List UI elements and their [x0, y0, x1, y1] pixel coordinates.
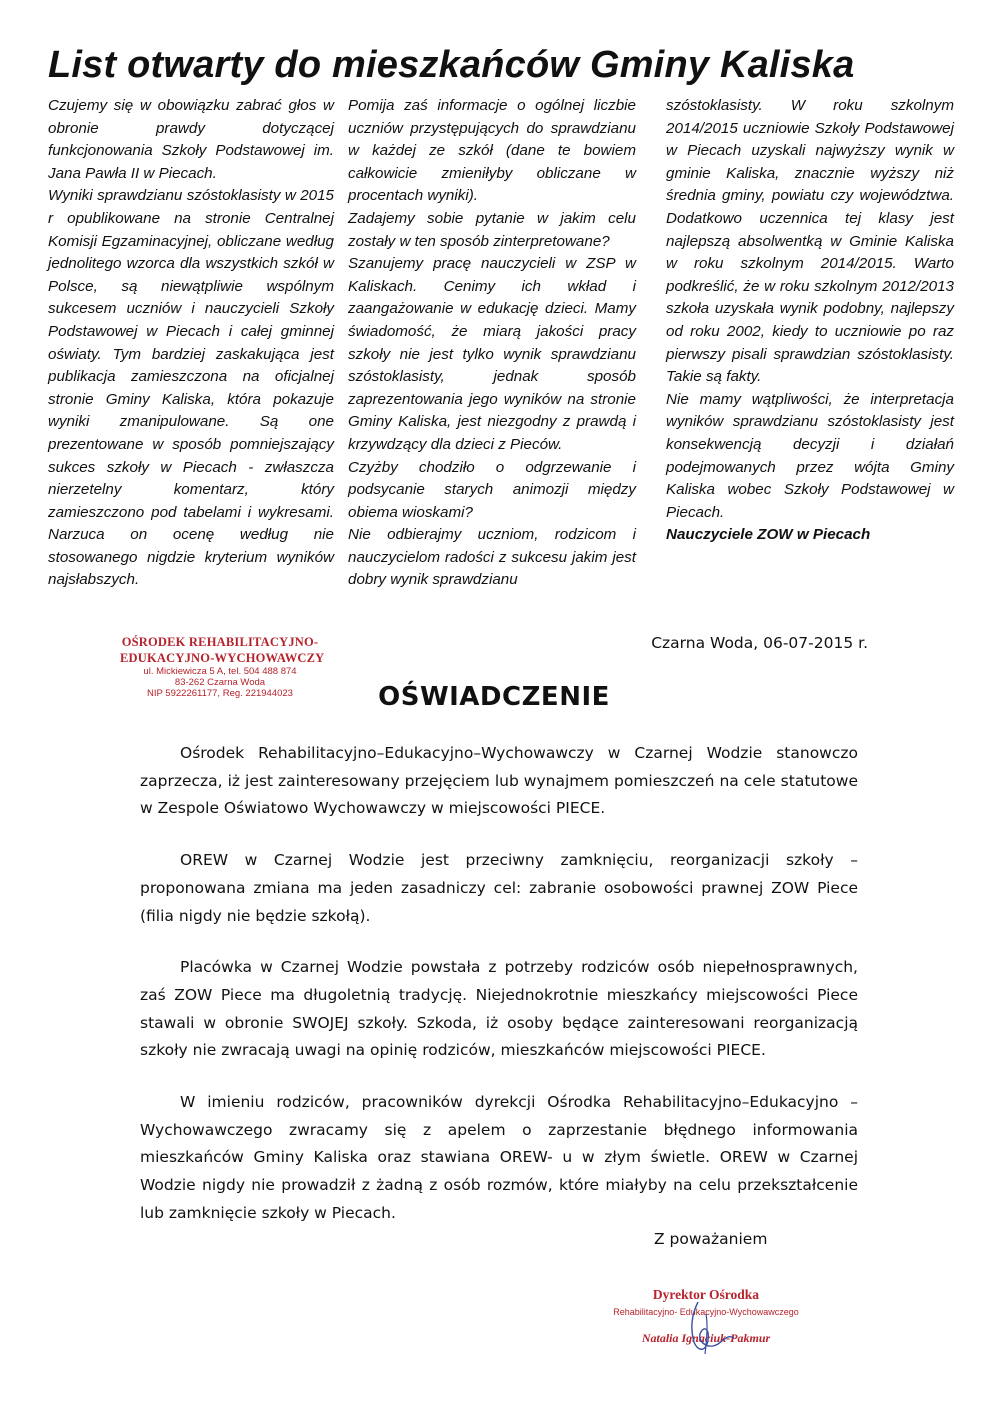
letter-paragraph: Czyżby chodziło o odgrzewanie i podsycanie starych animozji między obiema wioskami?	[348, 458, 636, 521]
logo-address: ul. Mickiewicza 5 A, tel. 504 488 874	[143, 666, 297, 677]
letter-paragraph: Zadajemy sobie pytanie w jakim celu zostały w ten sposób zinterpretowane?	[348, 209, 636, 250]
stamp-subtitle: Rehabilitacyjno- Edukacyjno-Wychowawczego	[613, 1307, 799, 1317]
statement-document	[118, 622, 870, 1394]
statement-paragraph: Ośrodek Rehabilitacyjno–Edukacyjno–Wychowawczy w Czarnej Wodzie stanowczo zaprzecza, iż jest zainteresowany przejęciem lub wynajmem pomieszczeń na cele statutowe w Zespole Oświatowo Wychowawczy w miejscowości PIECE.	[140, 744, 858, 818]
logo-registration: NIP 5922261177, Reg. 221944023	[147, 688, 293, 699]
logo-postcode: 83-262 Czarna Woda	[174, 677, 266, 688]
statement-paragraph: Placówka w Czarnej Wodzie powstała z potrzeby rodziców osób niepełnosprawnych, zaś ZOW Piece ma długoletnią tradycję. Niejednokrotnie mieszkańcy miejscowości Piece stawali w obronie SWOJEJ szkoły. Szkoda, iż osoby będące zainteresowani reorganizacją szkoły nie zwracają uwagi na opinię rodziców, mieszkańców miejscowości PIECE.	[140, 958, 858, 1060]
closing-phrase: Z poważaniem	[654, 1230, 768, 1248]
letter-paragraph: Wyniki sprawdzianu szóstoklasisty w 2015 r opublikowane na stronie Centralnej Komisji Egzaminacyjnej, obliczane według jednolitego wzorca dla wszystkich szkół w Polsce, są niewątpliwie wspólnym sukcesem uczniów i nauczycieli Szkoły Podstawowej w Piecach i całej gminnej oświaty. Tym bardziej zaskakująca jest publikacja zamieszczona na oficjalnej stronie Gminy Kaliska, która pokazuje wyniki zmanipulowane. Są one prezentowane w sposób pomniejszający sukces szkoły w Piecach - zwłaszcza nierzetelny komentarz, który zamieszczono pod tabelami i wykresami. Narzuca on ocenę według nie stosowanego nigdzie kryterium wyników najsłabszych.	[48, 187, 334, 589]
stamp-name: Natalia Ignaciuk-Pakmur	[641, 1331, 771, 1345]
letter-paragraph: Pomija zaś informacje o ogólnej liczbie uczniów przystępujących do sprawdzianu w każdej ze szkół (dane te bowiem całkowicie zmieniłyby obliczane w procentach wyniki).	[348, 97, 636, 205]
letter-paragraph: szóstoklasisty. W roku szkolnym 2014/2015 uczniowie Szkoły Podstawowej w Piecach uzyskali najwyższy wynik w gminie Kaliska, znacznie wyższy niż średnia gminy, powiatu czy województwa. Dodatkowo uczennica tej klasy jest najlepszą absolwentką w Gminie Kaliska w roku szkolnym 2014/2015. Warto podkreślić, że w roku szkolnym 2012/2013 szkoła uzyskała wynik podobny, najlepszy od roku 2002, kiedy to uczniowie po raz pierwszy pisali sprawdzian szóstoklasisty. Takie są fakty.	[666, 97, 954, 386]
letter-paragraph: Szanujemy pracę nauczycieli w ZSP w Kaliskach. Cenimy ich wkład i zaangażowanie w edukację dzieci. Mamy świadomość, że miarą jakości pracy szkoły nie jest tylko wynik sprawdzianu szóstoklasisty, jednak sposób zaprezentowania jego wyników na stronie Gminy Kaliska, jest niezgodny z prawdą i krzywdzący dla dzieci z Pieców.	[348, 255, 636, 453]
letter-signature: Nauczyciele ZOW w Piecach	[666, 526, 871, 544]
letter-paragraph: Nie mamy wątpliwości, że interpretacja wyników sprawdzianu szóstoklasisty jest konsekwencją decyzji i działań podejmowanych przez wójta Gminy Kaliska wobec Szkoły Podstawowej w Piecach.	[666, 390, 954, 521]
letter-column-1	[48, 95, 334, 592]
statement-paragraph: W imieniu rodziców, pracowników dyrekcji Ośrodka Rehabilitacyjno–Edukacyjno – Wychowawczego zwracamy się z apelem o zaprzestanie błędnego informowania mieszkańców Gminy Kaliska oraz stawiana OREW- u w złym świetle. OREW w Czarnej Wodzie nigdy nie prowadził z żadną z osób rozmów, które miałyby na celu przekształcenie lub zamknięcie szkoły w Piecach.	[140, 1093, 858, 1222]
logo-line: OŚRODEK REHABILITACYJNO-	[121, 635, 319, 649]
statement-heading: OŚWIADCZENIE	[378, 682, 610, 712]
letter-paragraph: Czujemy się w obowiązku zabrać głos w obronie prawdy dotyczącej funkcjonowania Szkoły Podstawowej im. Jana Pawła II w Piecach.	[48, 97, 334, 182]
handwritten-signature	[678, 1294, 748, 1364]
statement-body	[140, 740, 858, 1252]
letter-paragraph: Nie odbierajmy uczniom, rodzicom i nauczycielom radości z sukcesu jakim jest dobry wynik sprawdzianu	[348, 526, 636, 589]
stamp-title: Dyrektor Ośrodka	[652, 1287, 760, 1302]
place-date: Czarna Woda, 06-07-2015 r.	[651, 634, 868, 652]
letter-column-3	[666, 95, 954, 547]
statement-paragraph: OREW w Czarnej Wodzie jest przeciwny zamknięciu, reorganizacji szkoły – proponowana zmiana ma jeden zasadniczy cel: zabranie osobowości prawnej ZOW Piece (filia nigdy nie będzie szkołą).	[140, 851, 858, 925]
letter-title: List otwarty do mieszkańców Gminy Kaliska	[48, 44, 855, 86]
letter-column-2	[348, 95, 636, 592]
logo-line: EDUKACYJNO-WYCHOWAWCZY	[120, 651, 325, 665]
